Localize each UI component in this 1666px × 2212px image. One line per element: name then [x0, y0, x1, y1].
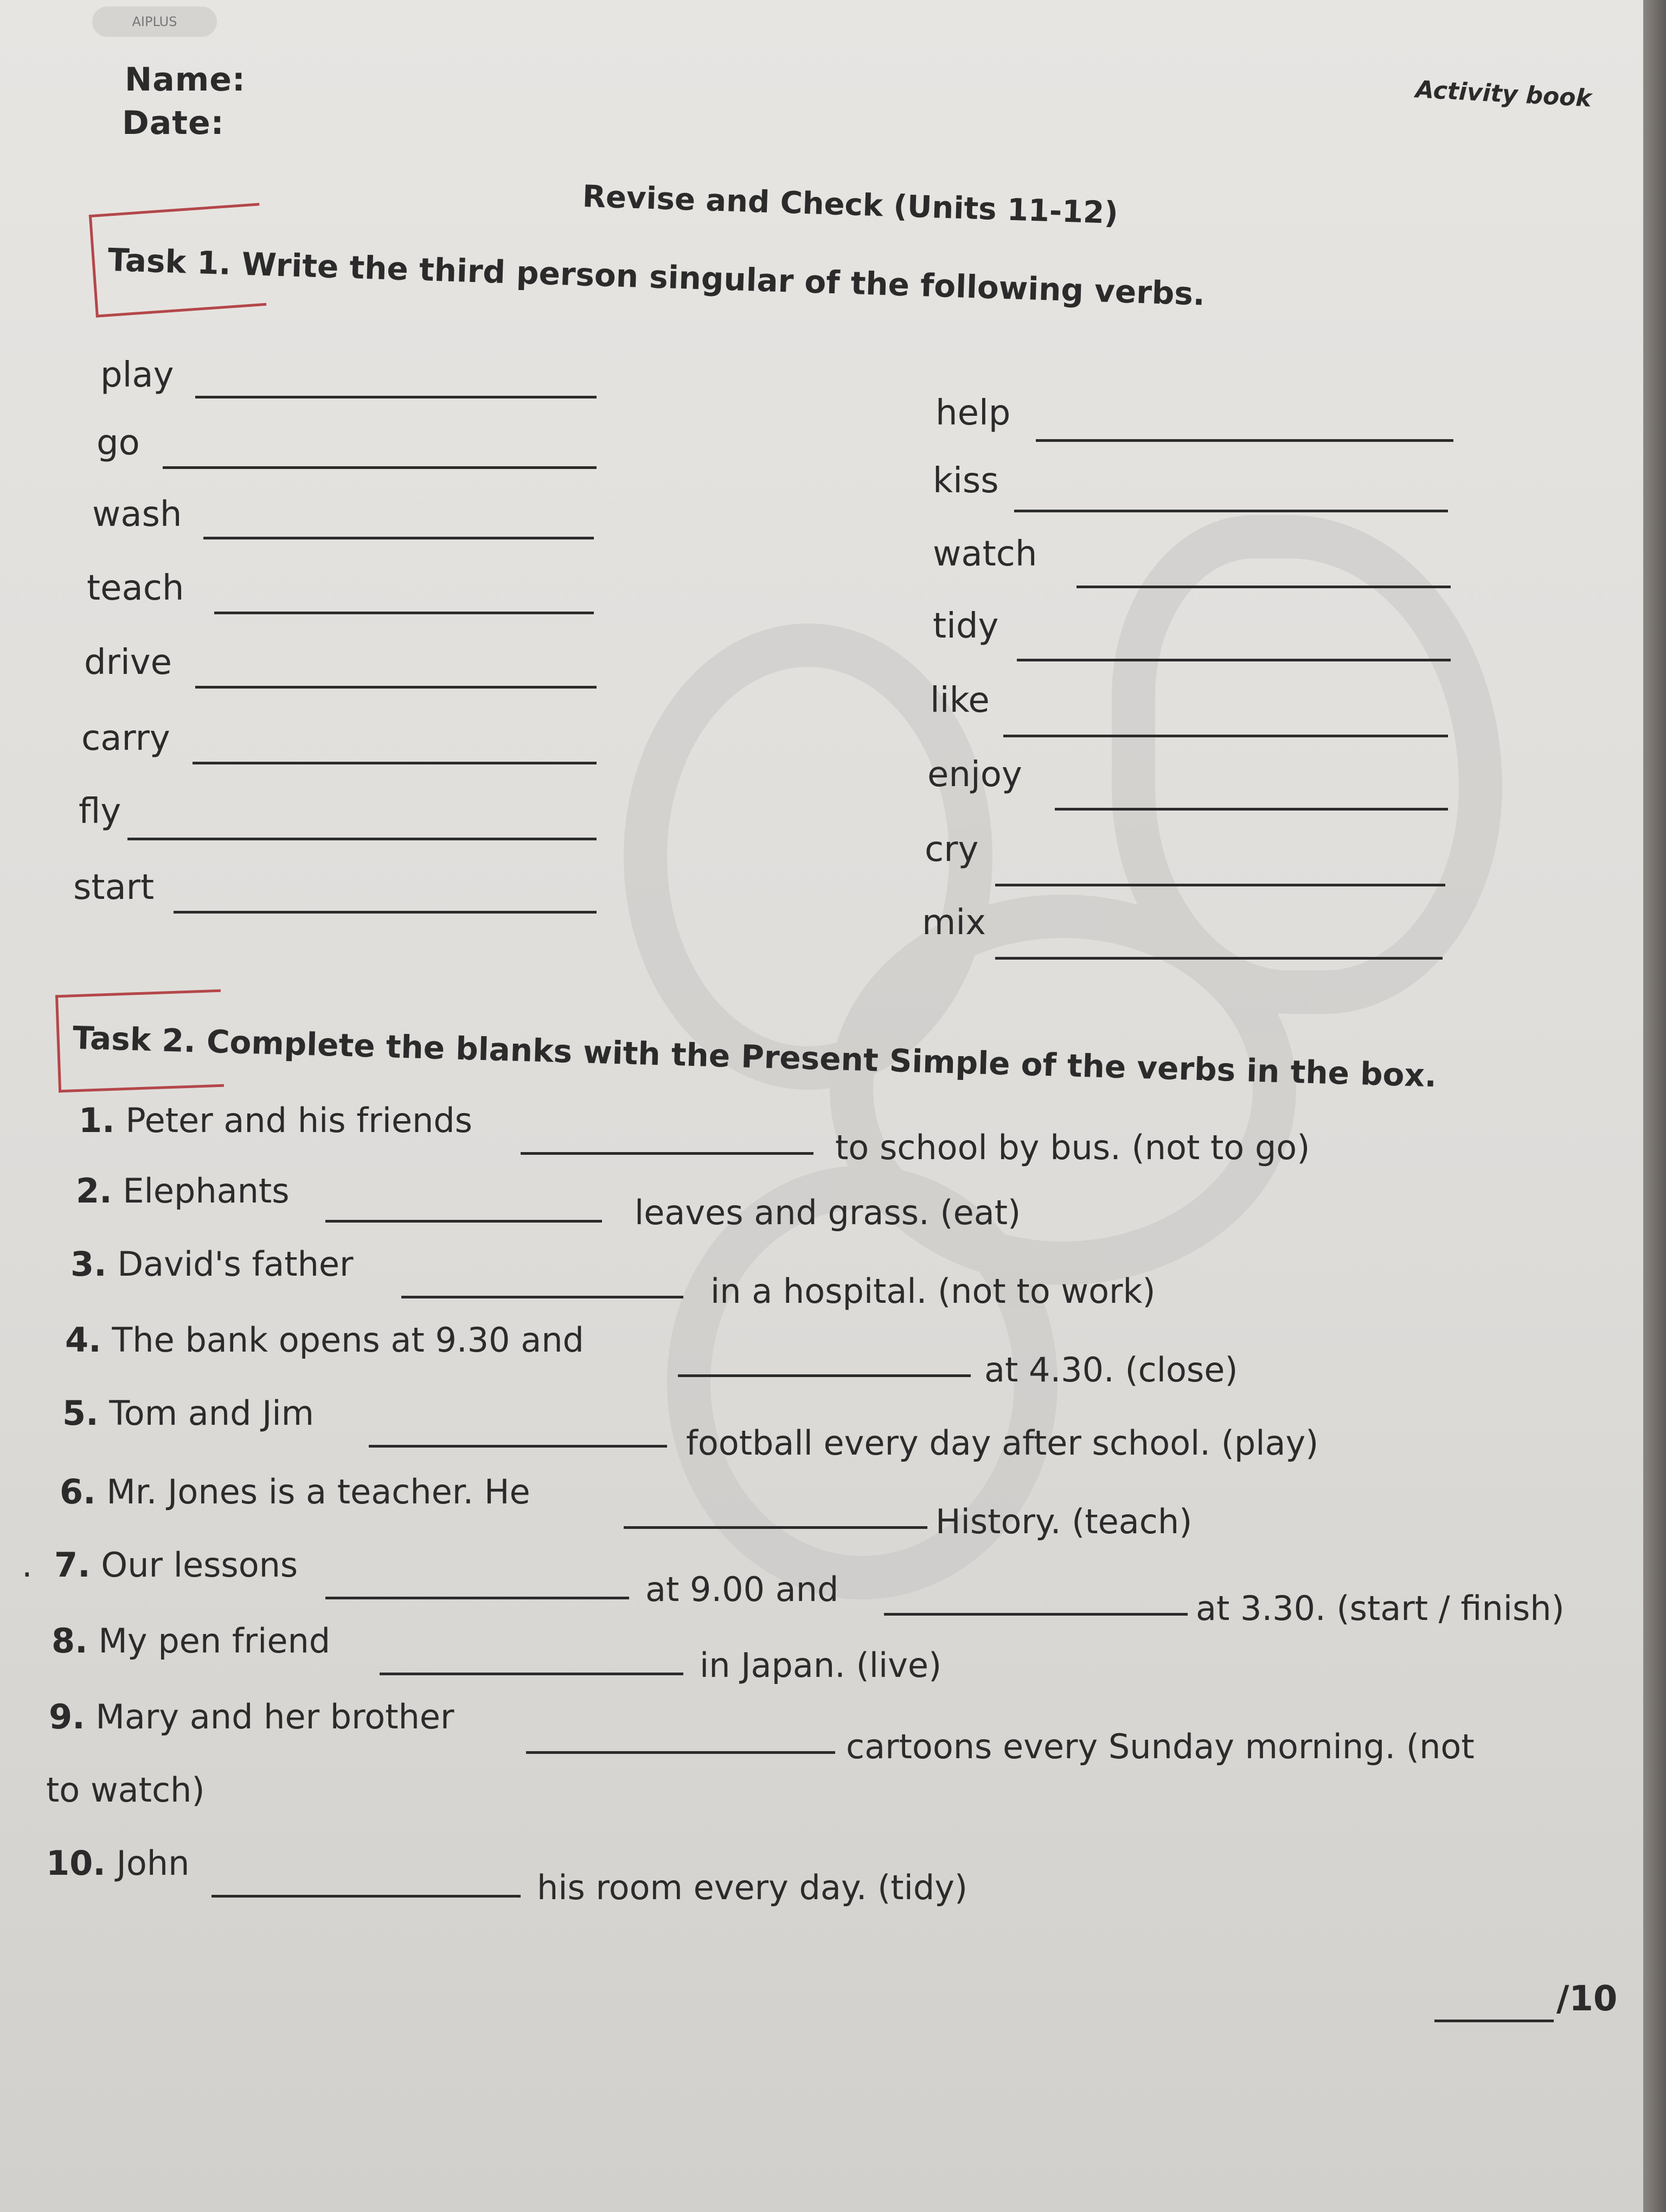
verb-watch: watch — [933, 534, 1037, 574]
sentence-1-end: to school by bus. (not to go) — [835, 1128, 1310, 1167]
activity-book-label: Activity book — [1414, 75, 1593, 113]
verb-like: like — [930, 680, 990, 721]
sentence-9-continuation: to watch) — [46, 1770, 205, 1810]
verb-wash: wash — [92, 494, 182, 535]
sentence-1-blank[interactable] — [521, 1152, 813, 1155]
verb-play: play — [100, 355, 174, 395]
answer-blank[interactable] — [1003, 735, 1448, 737]
verb-drive: drive — [84, 642, 172, 683]
task2-instruction: Task 2. Complete the blanks with the Present Simple of the verbs in the box. — [72, 1019, 1437, 1095]
sentence-2-start: 2. Elephants — [76, 1171, 290, 1211]
sentence-6-end: History. (teach) — [935, 1502, 1193, 1541]
sentence-6-start: 6. Mr. Jones is a teacher. He — [60, 1472, 530, 1512]
answer-blank[interactable] — [127, 838, 597, 840]
task1-instruction: Task 1. Write the third person singular of the following verbs. — [107, 241, 1206, 313]
score-blank[interactable] — [1434, 2020, 1554, 2022]
answer-blank[interactable] — [1055, 808, 1448, 811]
answer-blank[interactable] — [195, 396, 597, 398]
sentence-7-middle: at 9.00 and — [645, 1570, 839, 1609]
sentence-8-blank[interactable] — [380, 1673, 683, 1675]
sentence-3-end: in a hospital. (not to work) — [710, 1271, 1156, 1311]
answer-blank[interactable] — [1077, 586, 1451, 588]
verb-start: start — [73, 867, 155, 908]
publisher-logo: AIPLUS — [92, 7, 217, 37]
answer-blank[interactable] — [1017, 659, 1451, 661]
sentence-10-start: 10. John — [46, 1843, 190, 1883]
answer-blank[interactable] — [1014, 510, 1448, 512]
sentence-7-blank-2[interactable] — [884, 1613, 1188, 1616]
verb-go: go — [97, 423, 140, 463]
sentence-8-start: 8. My pen friend — [52, 1621, 331, 1661]
sentence-7-end: at 3.30. (start / finish) — [1196, 1589, 1565, 1628]
answer-blank[interactable] — [195, 686, 597, 689]
sentence-10-blank[interactable] — [212, 1895, 521, 1898]
sentence-4-start: 4. The bank opens at 9.30 and — [65, 1320, 584, 1360]
sentence-5-blank[interactable] — [369, 1445, 667, 1448]
verb-tidy: tidy — [933, 606, 999, 646]
verb-mix: mix — [922, 903, 986, 943]
sentence-5-start: 5. Tom and Jim — [62, 1393, 315, 1433]
answer-blank[interactable] — [214, 612, 594, 614]
sentence-8-end: in Japan. (live) — [700, 1645, 942, 1685]
sentence-10-end: his room every day. (tidy) — [537, 1868, 968, 1907]
sentence-3-blank[interactable] — [401, 1296, 683, 1298]
sentence-9-blank[interactable] — [526, 1751, 835, 1754]
date-label: Date: — [122, 104, 225, 142]
sentence-3-start: 3. David's father — [71, 1244, 354, 1284]
sentence-7-blank-1[interactable] — [325, 1597, 629, 1599]
answer-blank[interactable] — [995, 957, 1443, 960]
paper-edge-shadow — [1643, 0, 1666, 2212]
sentence-4-blank[interactable] — [678, 1374, 971, 1377]
verb-help: help — [935, 393, 1011, 433]
sentence-5-end: football every day after school. (play) — [686, 1423, 1319, 1463]
verb-teach: teach — [87, 568, 184, 608]
answer-blank[interactable] — [174, 911, 597, 914]
verb-kiss: kiss — [933, 461, 999, 501]
page-title: Revise and Check (Units 11-12) — [581, 179, 1119, 232]
score-total: /10 — [1556, 1979, 1618, 2019]
bullet-dot: . — [22, 1545, 33, 1585]
sentence-2-end: leaves and grass. (eat) — [635, 1193, 1021, 1232]
verb-carry: carry — [81, 718, 170, 758]
name-label: Name: — [125, 61, 246, 99]
answer-blank[interactable] — [163, 466, 597, 469]
sentence-9-end: cartoons every Sunday morning. (not — [846, 1727, 1475, 1766]
verb-fly: fly — [79, 792, 121, 832]
answer-blank[interactable] — [1036, 439, 1453, 442]
verb-cry: cry — [925, 829, 979, 870]
sentence-9-start: 9. Mary and her brother — [49, 1697, 454, 1737]
sentence-2-blank[interactable] — [325, 1220, 602, 1223]
answer-blank[interactable] — [203, 537, 594, 539]
sentence-7-start: 7. Our lessons — [54, 1545, 298, 1585]
sentence-4-end: at 4.30. (close) — [984, 1350, 1238, 1390]
sentence-6-blank[interactable] — [624, 1526, 927, 1529]
answer-blank[interactable] — [193, 762, 597, 764]
answer-blank[interactable] — [995, 884, 1445, 886]
sentence-1-start: 1. Peter and his friends — [79, 1101, 472, 1140]
verb-enjoy: enjoy — [927, 755, 1022, 795]
